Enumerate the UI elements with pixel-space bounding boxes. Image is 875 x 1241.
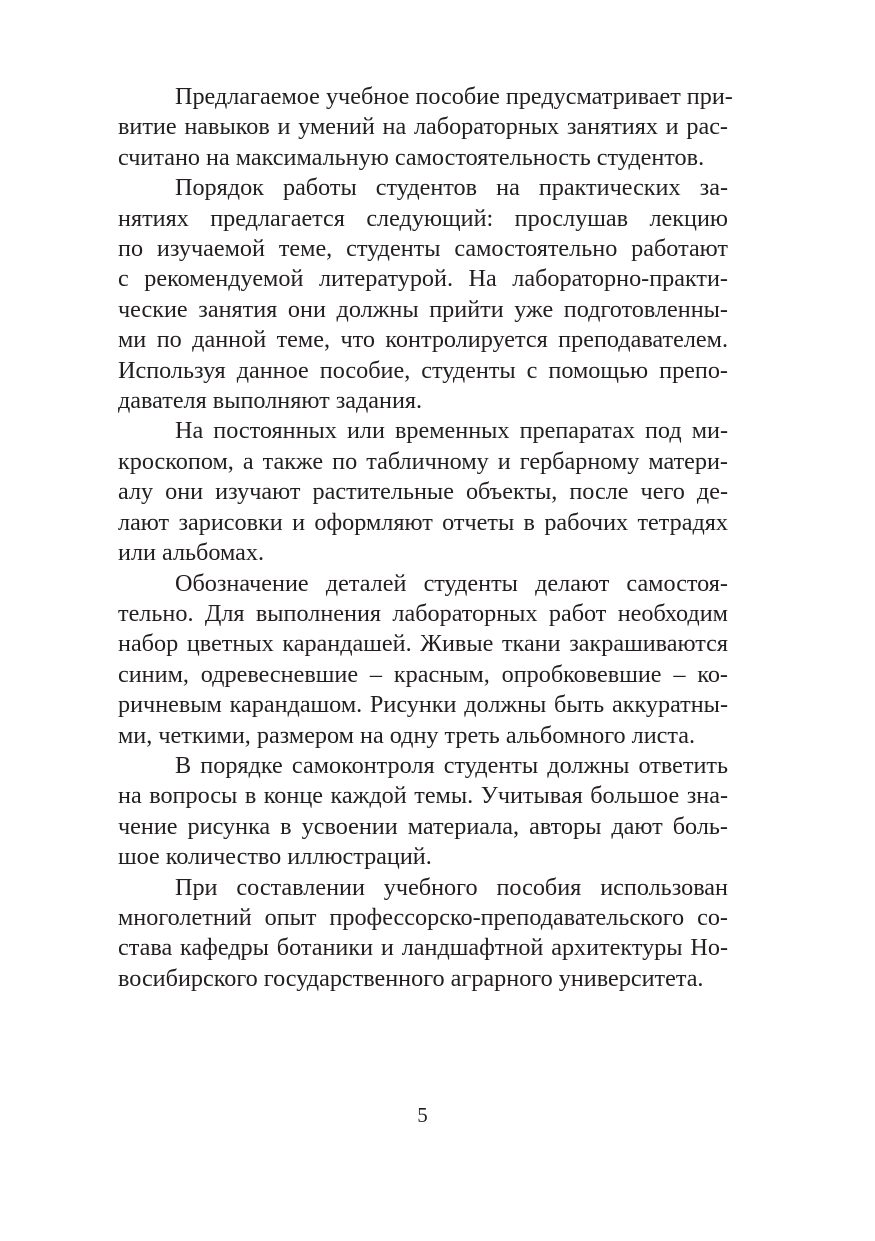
text-line: на вопросы в конце каждой темы. Учитывая большое зна- bbox=[118, 782, 728, 810]
text-line: витие навыков и умений на лабораторных занятиях и рас- bbox=[118, 113, 728, 141]
text-line: с рекомендуемой литературой. На лабораторно-практи- bbox=[118, 265, 728, 293]
text-line: кроскопом, а также по табличному и гербарному матери- bbox=[118, 447, 728, 475]
text-line: восибирского государственного аграрного университета. bbox=[118, 964, 704, 992]
text-line: Предлагаемое учебное пособие предусматривает при- bbox=[175, 83, 733, 110]
text-line: ми, четкими, размером на одну треть альбомного листа. bbox=[118, 721, 696, 749]
text-line: многолетний опыт профессорско-преподавательского со- bbox=[118, 903, 728, 931]
text-line: Обозначение деталей студенты делают самостоя- bbox=[175, 569, 728, 597]
text-line: считано на максимальную самостоятельность студентов. bbox=[118, 143, 705, 171]
text-line: ческие занятия они должны прийти уже подготовленны- bbox=[118, 295, 728, 323]
text-line: или альбомах. bbox=[118, 539, 265, 567]
text-line: давателя выполняют задания. bbox=[118, 387, 423, 415]
text-line: по изучаемой теме, студенты самостоятельно работают bbox=[118, 235, 728, 263]
text-line: тельно. Для выполнения лабораторных работ необходим bbox=[118, 599, 728, 627]
text-line: синим, одревесневшие – красным, опробковевшие – ко- bbox=[118, 660, 728, 688]
text-line: ричневым карандашом. Рисунки должны быть аккуратны- bbox=[118, 691, 728, 719]
paragraph-2 bbox=[118, 173, 728, 416]
text-line: нятиях предлагается следующий: прослушав лекцию bbox=[118, 204, 728, 232]
paragraph-6 bbox=[118, 873, 728, 995]
body-text bbox=[118, 82, 733, 994]
page-number: 5 bbox=[417, 1103, 428, 1127]
text-line: чение рисунка в усвоении материала, авторы дают боль- bbox=[118, 812, 728, 840]
text-line: алу они изучают растительные объекты, после чего де- bbox=[118, 478, 728, 506]
text-line: При составлении учебного пособия использован bbox=[175, 873, 728, 901]
text-line: Используя данное пособие, студенты с помощью препо- bbox=[118, 356, 728, 384]
text-line: набор цветных карандашей. Живые ткани закрашиваются bbox=[118, 630, 728, 658]
paragraph-5 bbox=[118, 751, 728, 873]
paragraph-3 bbox=[118, 416, 728, 568]
text-line: става кафедры ботаники и ландшафтной архитектуры Но- bbox=[118, 934, 728, 962]
text-line: В порядке самоконтроля студенты должны ответить bbox=[175, 751, 728, 779]
text-line: лают зарисовки и оформляют отчеты в рабочих тетрадях bbox=[118, 508, 728, 536]
paragraph-1 bbox=[118, 82, 733, 173]
text-line: На постоянных или временных препаратах под ми- bbox=[175, 417, 728, 445]
text-line: Порядок работы студентов на практических за- bbox=[175, 174, 728, 202]
text-line: шое количество иллюстраций. bbox=[118, 843, 432, 871]
paragraph-4 bbox=[118, 569, 728, 751]
text-line: ми по данной теме, что контролируется преподавателем. bbox=[118, 326, 728, 354]
